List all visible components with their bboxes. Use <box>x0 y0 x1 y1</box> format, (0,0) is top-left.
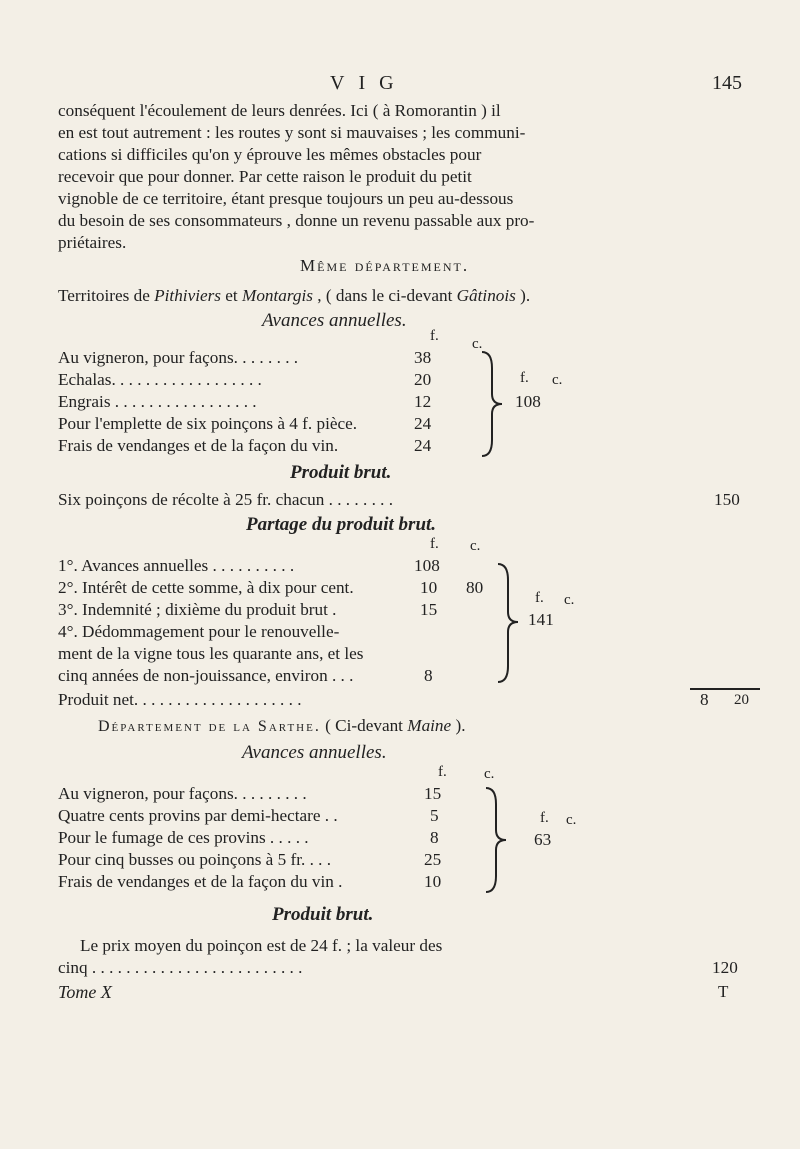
advance-value: 24 <box>414 414 432 433</box>
partage-row: ment de la vigne tous les quarante ans, et les <box>58 644 364 663</box>
advance-value: 25 <box>424 850 442 869</box>
volume-label: Tome X <box>58 982 112 1002</box>
advance-value: 38 <box>414 348 432 367</box>
produit-brut-title: Produit brut. <box>290 462 392 483</box>
text-line: vignoble de ce territoire, étant presque toujours un peu au-dessous <box>58 189 514 208</box>
department-name: Département de la Sarthe. <box>98 718 321 735</box>
territory-prefix: Territoires de <box>58 286 155 305</box>
text-line: du besoin de ses consommateurs , donne un revenu passable aux pro- <box>58 211 535 230</box>
partage-row: 2°. Intérêt de cette somme, à dix pour cent. <box>58 578 354 597</box>
text-line: cations si difficiles qu'on y éprouve les mêmes obstacles pour <box>58 145 482 164</box>
partage-value: 10 <box>420 578 438 597</box>
produit-line: Le prix moyen du poinçon est de 24 f. ; la valeur des <box>80 936 443 955</box>
heading-end: ). <box>451 716 466 735</box>
column-f: f. <box>430 536 439 552</box>
partage-title: Partage du produit brut. <box>246 514 437 535</box>
advance-value: 12 <box>414 392 432 411</box>
produit-value: 150 <box>714 490 740 509</box>
text-line: priétaires. <box>58 233 127 252</box>
partage-row: 3°. Indemnité ; dixième du produit brut . <box>58 600 337 619</box>
running-title: VIG <box>330 72 408 94</box>
advance-value: 5 <box>430 806 439 825</box>
text-line: en est tout autrement : les routes y sont si mauvaises ; les communi- <box>58 123 526 142</box>
text-line: recevoir que pour donner. Par cette raison le produit du petit <box>58 167 472 186</box>
advance-row: Frais de vendanges et de la façon du vin . <box>58 872 343 891</box>
region-name: Maine <box>407 716 452 735</box>
advance-row: Pour le fumage de ces provins . . . . . <box>58 828 309 847</box>
net-row: Produit net. . . . . . . . . . . . . . . . . . . . <box>58 690 302 709</box>
produit-line: cinq . . . . . . . . . . . . . . . . . . . . . . . . . <box>58 958 303 977</box>
partage-row: 1°. Avances annuelles . . . . . . . . . . <box>58 556 295 575</box>
section-heading: Même département. <box>300 256 470 275</box>
column-c: c. <box>472 336 483 352</box>
brace-icon <box>478 348 508 460</box>
territory-name: Montargis <box>242 286 313 305</box>
advance-value: 10 <box>424 872 442 891</box>
produit-brut-title: Produit brut. <box>272 904 374 925</box>
text-line: conséquent l'écoulement de leurs denrées. Ici ( à Romorantin ) il <box>58 101 501 120</box>
advance-row: Quatre cents provins par demi-hectare . . <box>58 806 338 825</box>
territory-name: Gâtinois <box>456 286 516 305</box>
produit-line: Six poinçons de récolte à 25 fr. chacun . . . . . . . . <box>58 490 394 509</box>
partage-cents: 80 <box>466 578 484 597</box>
territory-line <box>58 285 530 307</box>
section-heading <box>98 716 466 736</box>
signature-mark: T <box>718 982 729 1001</box>
partage-row: 4°. Dédommagement pour le renouvelle- <box>58 622 340 641</box>
advance-value: 20 <box>414 370 432 389</box>
total-f-label: f. <box>520 370 529 386</box>
advances-title: Avances annuelles. <box>242 742 387 763</box>
territory-and: et <box>221 286 242 305</box>
advance-row: Frais de vendanges et de la façon du vin. <box>58 436 339 455</box>
heading-mid: ( Ci-devant <box>320 716 408 735</box>
total-f-label: f. <box>535 590 544 606</box>
advance-row: Pour cinq busses ou poinçons à 5 fr. . . . <box>58 850 332 869</box>
page-header <box>0 72 800 102</box>
column-f: f. <box>430 328 439 344</box>
partage-value: 8 <box>424 666 433 685</box>
territory-name: Pithiviers <box>154 286 221 305</box>
advance-value: 15 <box>424 784 442 803</box>
column-c: c. <box>470 538 481 554</box>
produit-value: 120 <box>712 958 738 977</box>
partage-row: cinq années de non-jouissance, environ . . . <box>58 666 354 685</box>
partage-value: 15 <box>420 600 438 619</box>
page-number: 145 <box>712 72 742 94</box>
net-c: 20 <box>734 692 749 708</box>
advances-title: Avances annuelles. <box>262 310 407 331</box>
partage-value: 108 <box>414 556 440 575</box>
territory-suffix: , ( dans le ci-devant <box>312 286 457 305</box>
advance-row: Au vigneron, pour façons. . . . . . . . <box>58 348 299 367</box>
advance-value: 24 <box>414 436 432 455</box>
partage-total: 141 <box>528 610 554 629</box>
net-f: 8 <box>700 690 709 709</box>
advances-total: 108 <box>515 392 541 411</box>
total-c-label: c. <box>566 812 577 828</box>
total-c-label: c. <box>552 372 563 388</box>
intro-paragraph <box>58 100 748 254</box>
total-c-label: c. <box>564 592 575 608</box>
territory-end: ). <box>515 286 531 305</box>
total-f-label: f. <box>540 810 549 826</box>
advances-total: 63 <box>534 830 552 849</box>
column-f: f. <box>438 764 447 780</box>
advance-value: 8 <box>430 828 439 847</box>
brace-icon <box>494 560 524 686</box>
column-c: c. <box>484 766 495 782</box>
advance-row: Pour l'emplette de six poinçons à 4 f. pièce. <box>58 414 358 433</box>
advance-row: Echalas. . . . . . . . . . . . . . . . . . <box>58 370 262 389</box>
advance-row: Engrais . . . . . . . . . . . . . . . . . <box>58 392 257 411</box>
advance-row: Au vigneron, pour façons. . . . . . . . . <box>58 784 307 803</box>
brace-icon <box>482 784 512 896</box>
